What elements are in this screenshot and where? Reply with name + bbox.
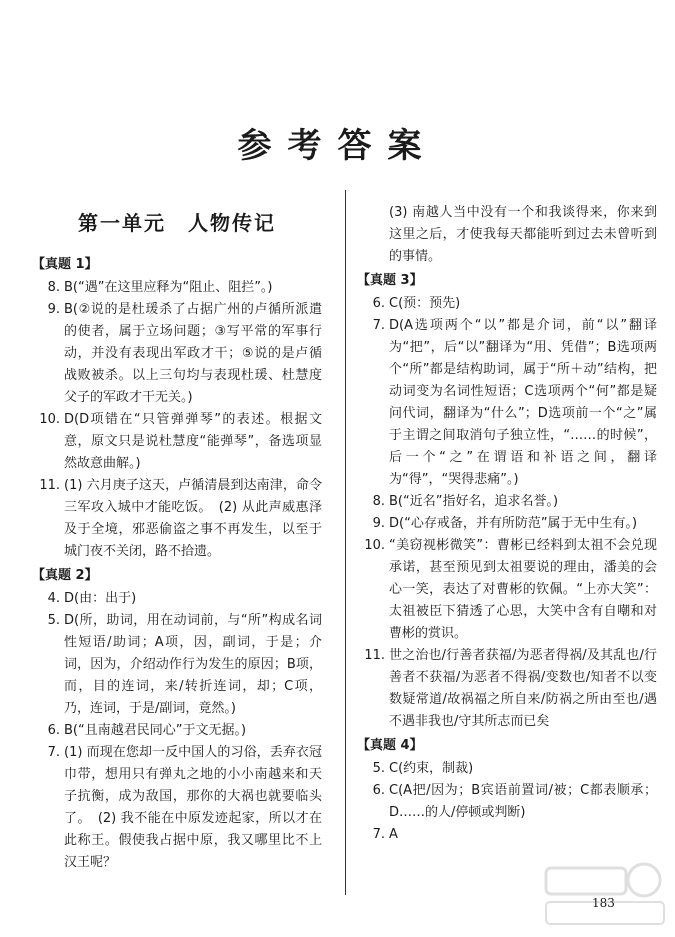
question-number: 9. <box>372 516 385 531</box>
answer-text: D(D项错在“只管弹弹琴”的表述。根据文意，原文只是说杜慧度“能弹琴”，备选项显然故意曲解。) <box>64 412 322 471</box>
answer-paragraph: (3) 南越人当中没有一个和我谈得来，你来到这里之后，才使我每天都能听到过去未曾听到的事情。 <box>389 205 657 264</box>
answer-text: B(“遇”在这里应释为“阻止、阻拦”。) <box>64 280 273 295</box>
section-heading: 【真题 1】 <box>32 257 98 272</box>
answer-item <box>32 277 322 299</box>
answer-item <box>32 588 322 610</box>
answer-text: B(“且南越君民同心”于文无据。) <box>64 723 247 738</box>
watermark-logo-icon <box>540 858 670 930</box>
answer-item <box>357 293 657 315</box>
answer-text: “美窃视彬微笑”：曹彬已经料到太祖不会兑现承诺，甚至预见到太祖要说的理由，潘美的会心一笑，表达了对曹彬的钦佩。“上亦大笑”：太祖被臣下猜透了心思，大笑中含有自嘲和对曹彬的赏识。 <box>389 538 657 641</box>
question-number: 6. <box>47 723 60 738</box>
page-number: 183 <box>592 896 615 910</box>
answer-item <box>357 824 657 846</box>
right-column <box>357 202 657 846</box>
column-divider <box>345 190 346 895</box>
page-title: 参考答案 <box>237 126 438 166</box>
answer-text: D(A选项两个“以”都是介词，前“以”翻译为“把”，后“以”翻译为“用、凭借”；B选项两个“所”都是结构助词，属于“所＋动”结构，把动词变为名词性短语；C选项两个“何”都是疑问代词，翻译为“什么”；D选项前一个“之”属于主谓之间取消句子独立性，“……的时候”，后一个“之”在谓语和补语之间，翻译为“得”，“哭得悲痛”。) <box>389 318 657 487</box>
answer-text: D(所，助词，用在动词前，与“所”构成名词性短语/助词；A项，因，副词，于是；介词，因为，介绍动作行为发生的原因；B项，而，目的连词，来/转折连词，却；C项，乃，连词，于是/副词，竟然。) <box>64 613 322 716</box>
answer-text: A <box>389 827 398 842</box>
question-number: 8. <box>47 280 60 295</box>
answer-text: D(“心存戒备，并有所防范”属于无中生有。) <box>389 516 638 531</box>
answer-text: 世之治也/行善者获福/为恶者得祸/及其乱也/行善者不获福/为恶者不得祸/变数也/知者不以变数疑常道/故祸福之所自来/防祸之所由至也/遇不遇非我也/守其所志而已矣 <box>389 648 657 729</box>
answer-item <box>357 645 657 733</box>
answer-item <box>357 535 657 645</box>
question-number: 11. <box>39 478 60 493</box>
question-number: 4. <box>47 591 60 606</box>
answer-item <box>357 780 657 824</box>
question-number: 8. <box>372 494 385 509</box>
answer-item <box>357 315 657 491</box>
question-number: 10. <box>364 538 385 553</box>
section-heading: 【真题 4】 <box>357 738 423 753</box>
answer-text: C(预：预先) <box>389 296 461 311</box>
question-number: 7. <box>372 827 385 842</box>
question-number: 11. <box>364 648 385 663</box>
answer-text: (1) 六月庚子这天，卢循清晨到达南津，命令三军攻入城中才能吃饭。 (2) 从此声威惠泽及于全境，邪恶偷盗之事不再发生，以至于城门夜不关闭，路不拾遗。 <box>64 478 322 559</box>
question-number: 5. <box>47 613 60 628</box>
question-number: 10. <box>39 412 60 427</box>
question-number: 7. <box>372 318 385 333</box>
question-number: 7. <box>47 745 60 760</box>
question-number: 6. <box>372 296 385 311</box>
answer-text: C(约束，制裁) <box>389 761 474 776</box>
left-column <box>32 200 322 874</box>
right-column-content <box>357 202 657 846</box>
question-number: 9. <box>47 302 60 317</box>
section-heading: 【真题 3】 <box>357 273 423 288</box>
question-number: 6. <box>372 783 385 798</box>
answer-item <box>357 491 657 513</box>
answer-item <box>357 513 657 535</box>
answer-item <box>32 610 322 720</box>
answer-item <box>32 742 322 874</box>
answer-text: (1) 而现在您却一反中国人的习俗，丢弃衣冠巾带，想用只有弹丸之地的小小南越来和天子抗衡，成为敌国，那你的大祸也就要临头了。 (2) 我不能在中原发迹起家，所以才在此称王。假使我占据中原，我又哪里比不上汉王呢？ <box>64 745 322 870</box>
answer-text: B(②说的是杜瑗杀了占据广州的卢循所派遣的使者，属于立场问题；③写平常的军事行动，并没有表现出军政才干；⑤说的是卢循战败被杀。以上三句均与表现杜瑗、杜慧度父子的军政才干无关。) <box>64 302 322 405</box>
answer-item <box>32 720 322 742</box>
answer-item <box>32 475 322 563</box>
answer-item <box>32 299 322 409</box>
answer-text: D(由：出于) <box>64 591 137 606</box>
answer-text: B(“近名”指好名，追求名誉。) <box>389 494 559 509</box>
answer-text: C(A把/因为；B宾语前置词/被；C都表顺承；D……的人/停顿或判断) <box>389 783 657 820</box>
answer-item <box>357 758 657 780</box>
question-number: 5. <box>372 761 385 776</box>
left-column-content <box>32 254 322 874</box>
unit-title: 第一单元 人物传记 <box>78 211 276 235</box>
answer-item <box>32 409 322 475</box>
section-heading: 【真题 2】 <box>32 568 98 583</box>
